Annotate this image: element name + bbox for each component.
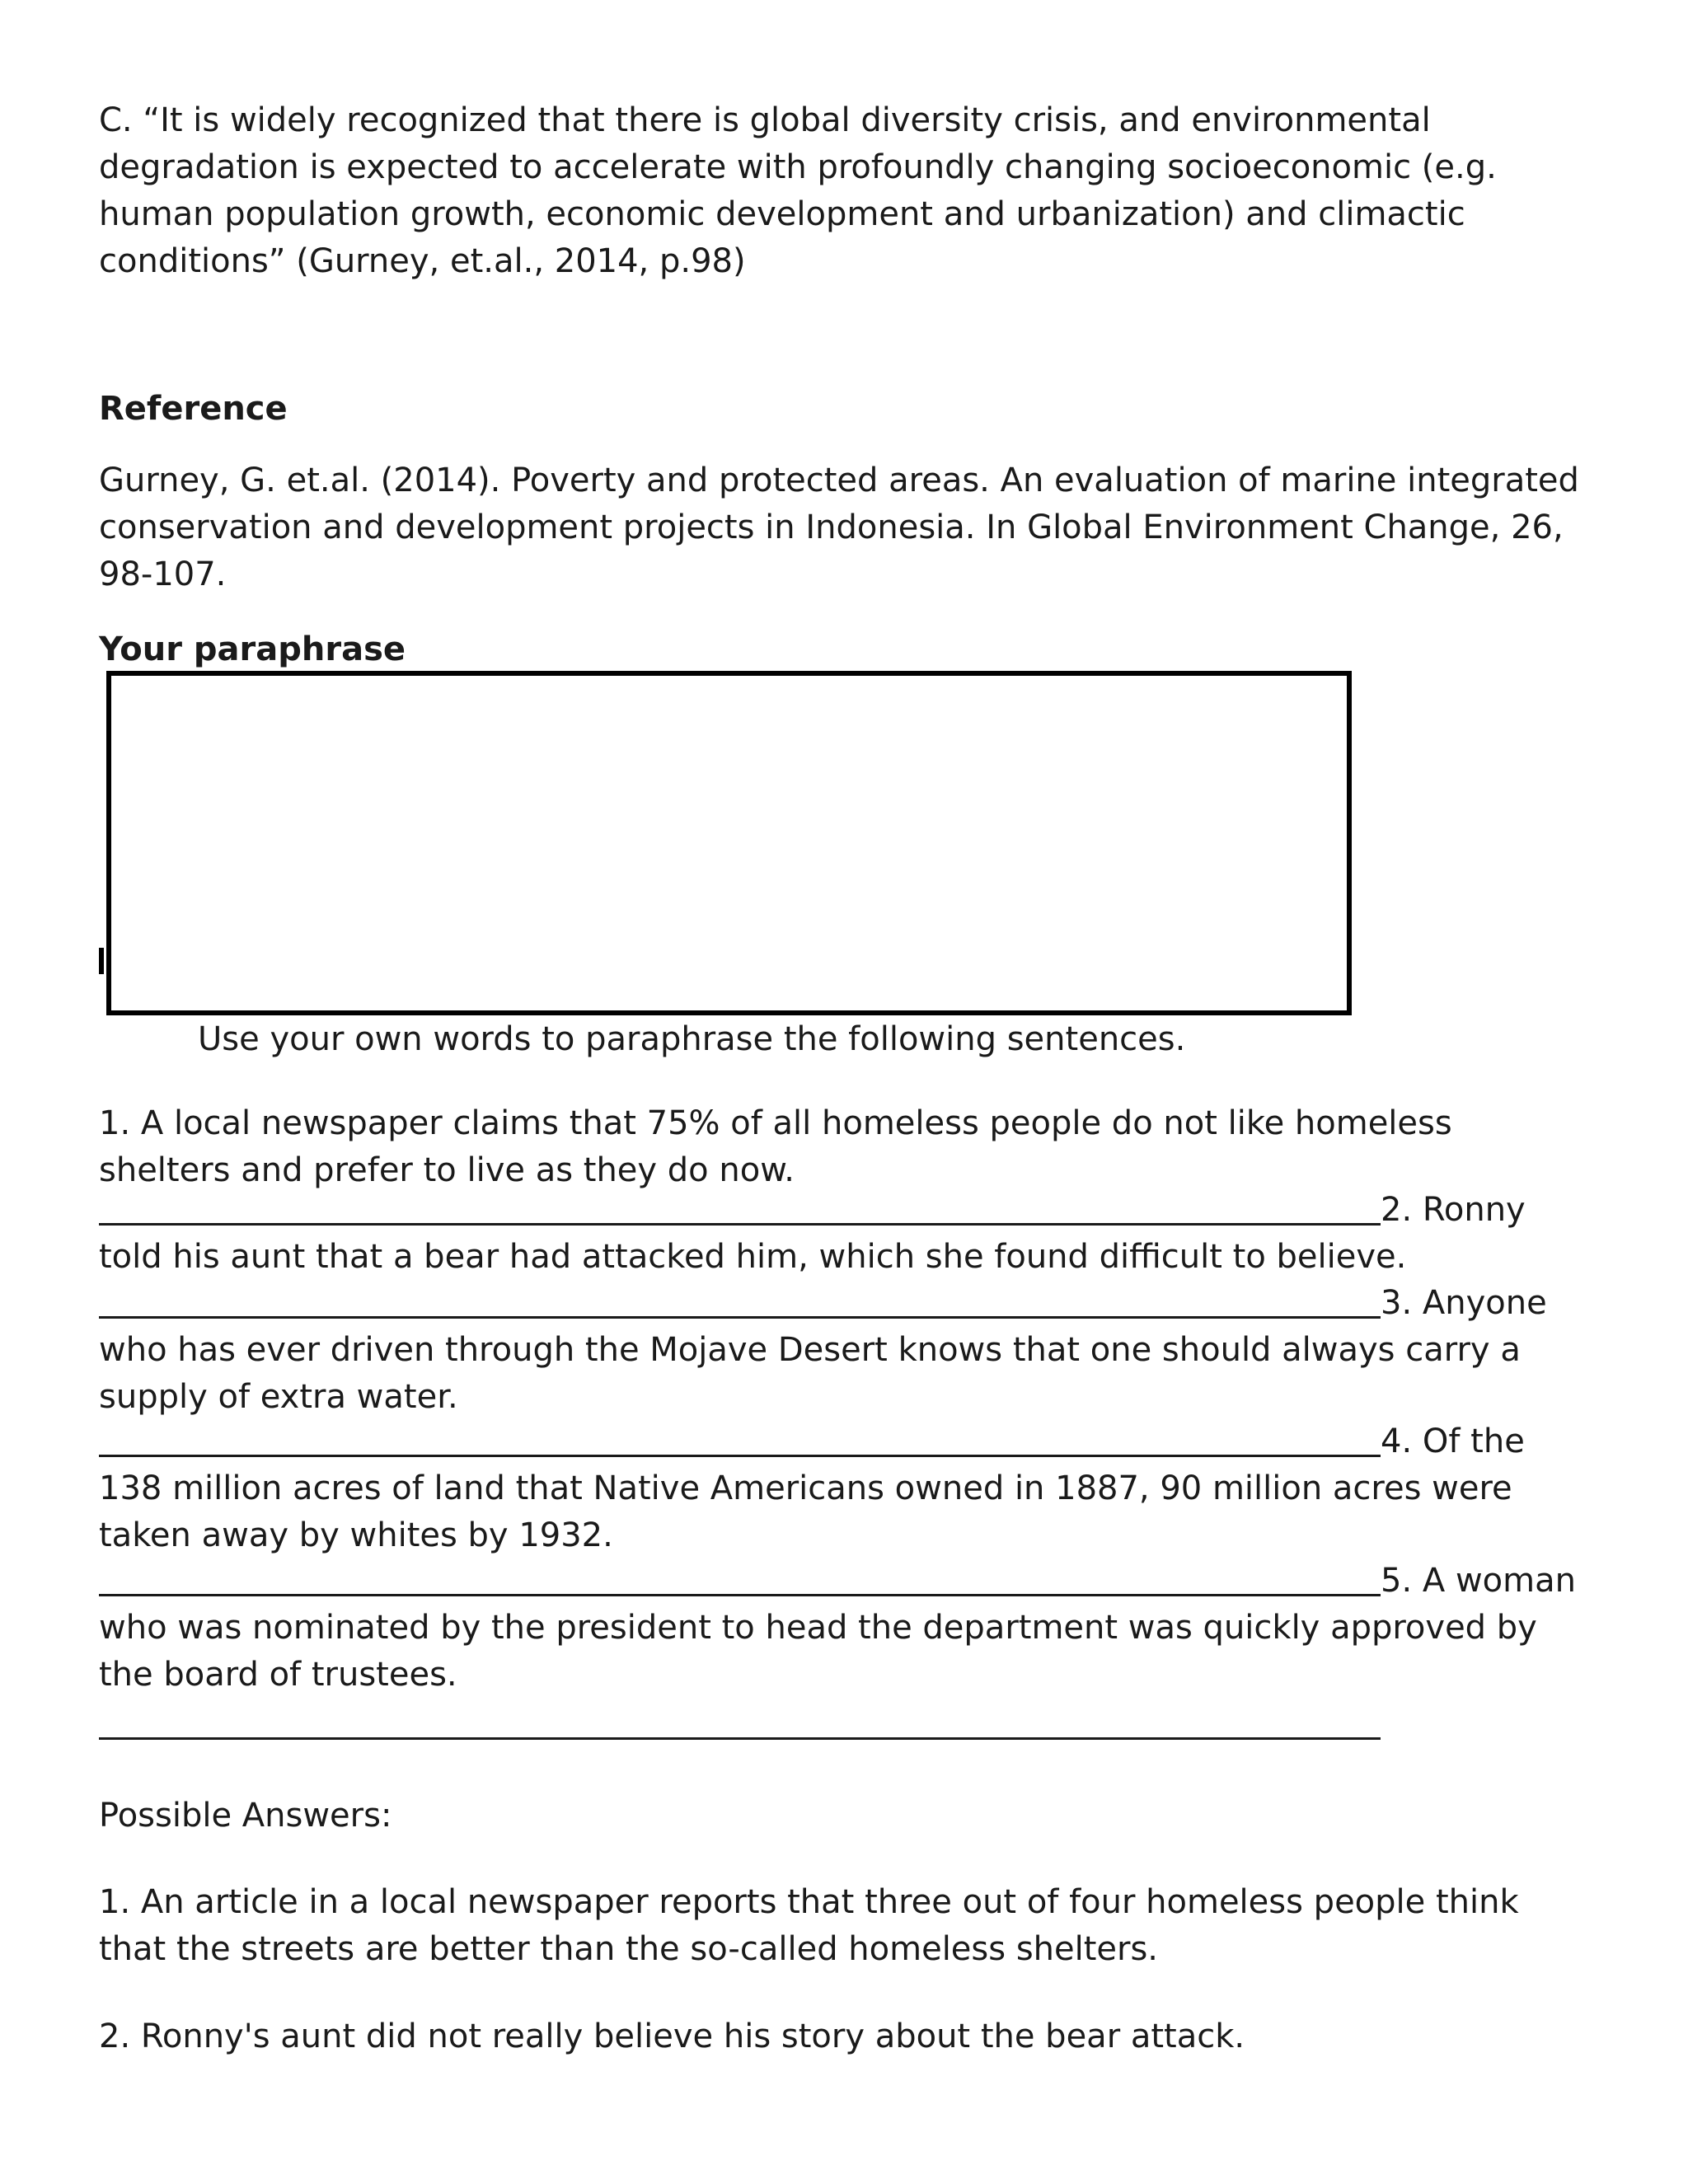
obscured-text-fragment — [99, 948, 104, 974]
answer-line-3-row — [99, 1418, 1525, 1465]
reference-heading: Reference — [99, 390, 288, 428]
exercise-instructions: Use your own words to paraphrase the following sentences. — [198, 1020, 1186, 1058]
answer-line-1-row — [99, 1187, 1526, 1234]
answer-1: 1. An article in a local newspaper reports that three out of four homeless people think that the streets are better than the so-called homeless shelters. — [99, 1883, 1519, 1968]
quote-c: C. “It is widely recognized that there is global diversity crisis, and environmental degradation is expected to accelerate with profoundly changing socioeconomic (e.g. human population growth, economic development and urbanization) and climactic conditions” (Gurney, et.al., 2014, p.98) — [99, 101, 1497, 280]
exercise-item-5: who was nominated by the president to head the department was quickly approved by the board of trustees. — [99, 1609, 1537, 1694]
answer-line-2[interactable] — [99, 1283, 1381, 1319]
exercise-item-2: told his aunt that a bear had attacked him, which she found difficult to believe. — [99, 1238, 1407, 1276]
answer-line-4[interactable] — [99, 1561, 1381, 1596]
paraphrase-answer-box[interactable] — [106, 671, 1352, 1015]
exercise-item-3: who has ever driven through the Mojave Desert knows that one should always carry a supply of extra water. — [99, 1331, 1521, 1416]
answer-2: 2. Ronny's aunt did not really believe his story about the bear attack. — [99, 2018, 1245, 2055]
answers-heading: Possible Answers: — [99, 1797, 392, 1835]
exercise-item-4-start: 4. Of the — [1381, 1422, 1525, 1460]
exercise-item-3-start: 3. Anyone — [1381, 1284, 1547, 1322]
exercise-item-1: 1. A local newspaper claims that 75% of all homeless people do not like homeless shelters and prefer to live as they do now. — [99, 1104, 1452, 1189]
answer-line-3[interactable] — [99, 1422, 1381, 1457]
answer-line-5[interactable] — [99, 1704, 1381, 1740]
exercise-item-5-start: 5. A woman — [1381, 1562, 1576, 1600]
answer-line-4-row — [99, 1558, 1576, 1605]
reference-text: Gurney, G. et.al. (2014). Poverty and protected areas. An evaluation of marine integrated conservation and development projects in Indonesia. In Global Environment Change, 26, 98-107. — [99, 462, 1579, 593]
answer-line-1[interactable] — [99, 1190, 1381, 1226]
answer-line-2-row — [99, 1280, 1547, 1327]
answer-line-5-row — [99, 1704, 1381, 1748]
exercise-item-2-start: 2. Ronny — [1381, 1191, 1526, 1229]
exercise-item-4: 138 million acres of land that Native Americans owned in 1887, 90 million acres were taken away by whites by 1932. — [99, 1469, 1512, 1554]
paraphrase-heading: Your paraphrase — [99, 630, 406, 668]
